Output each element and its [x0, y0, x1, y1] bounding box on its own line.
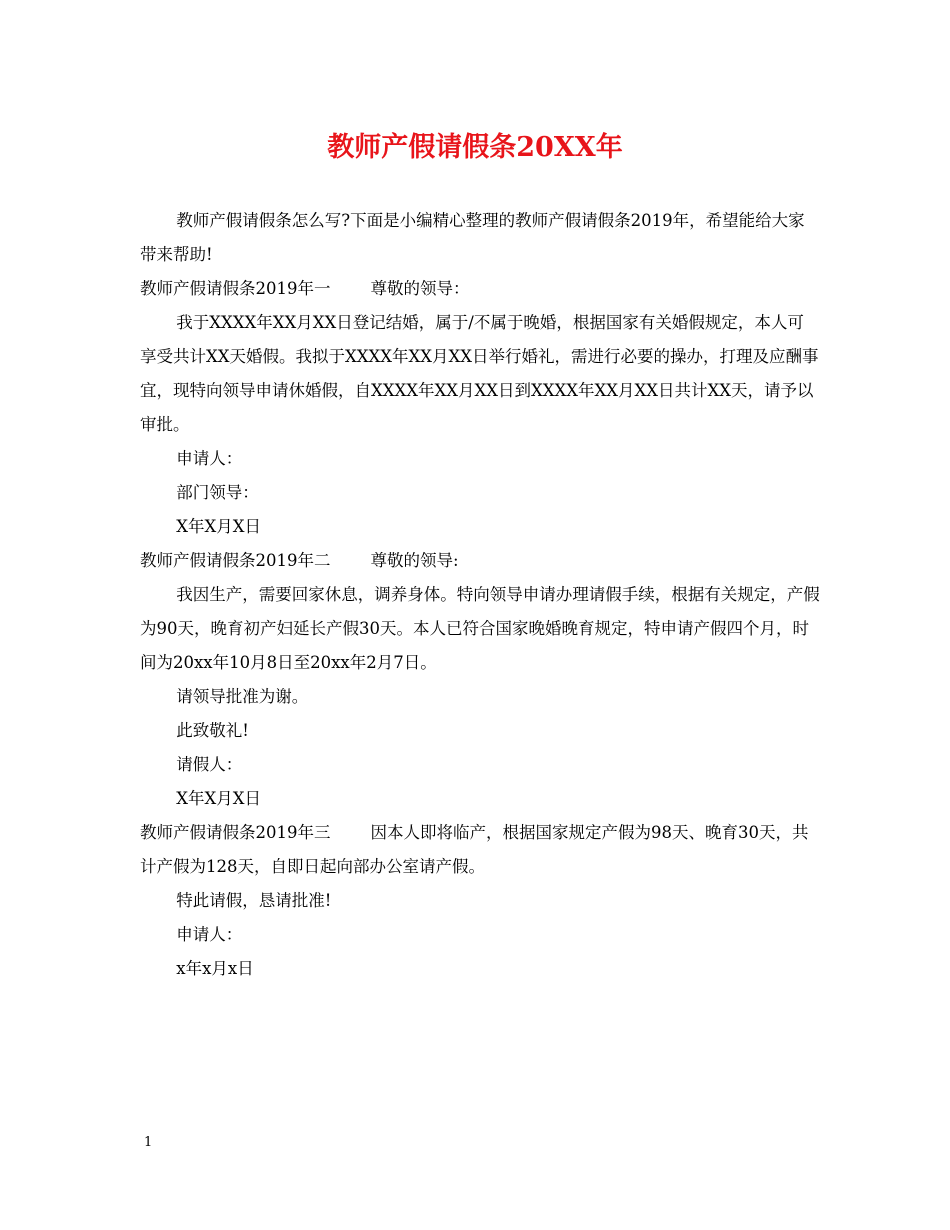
section2-heading: 教师产假请假条2019年二 — [140, 551, 331, 570]
section3-body: 因本人即将临产，根据国家规定产假为98天、晚育30天，共计产假为128天，自即日起向部办公室请产假。 — [140, 823, 809, 876]
section2-salutation: 尊敬的领导: — [370, 551, 459, 570]
document-title: 教师产假请假条20XX年 — [327, 132, 623, 163]
section1-body: 我于XXXX年XX月XX日登记结婚，属于/不属于晚婚，根据国家有关婚假规定，本人可享受共计XX天婚假。我拟于XXXX年XX月XX日举行婚礼，需进行必要的操办，打理及应酬事宜，现特向领导申请休婚假，自XXXX年XX月XX日到XXXX年XX月XX日共计XX天，请予以审批。 — [140, 313, 819, 434]
section3-closing: 特此请假，恳请批准! — [176, 891, 332, 910]
section3-applicant: 申请人： — [176, 925, 243, 944]
section2-request: 请领导批准为谢。 — [176, 687, 309, 706]
section1-applicant: 申请人： — [176, 449, 243, 468]
section2-applicant: 请假人： — [176, 755, 243, 774]
document-body — [140, 204, 820, 986]
section2-date: X年X月X日 — [176, 789, 262, 808]
section1-date: X年X月X日 — [176, 517, 262, 536]
page-number: 1 — [144, 1135, 153, 1150]
section1-salutation: 尊敬的领导： — [370, 279, 470, 298]
section2-heading-line — [140, 544, 820, 578]
section3-heading-paragraph — [140, 816, 820, 884]
section1-heading: 教师产假请假条2019年一 — [140, 279, 331, 298]
section2-body: 我因生产，需要回家休息，调养身体。特向领导申请办理请假手续，根据有关规定，产假为90天，晚育初产妇延长产假30天。本人已符合国家晚婚晚育规定，特申请产假四个月，时间为20xx年10月8日至20xx年2月7日。 — [140, 585, 820, 672]
section3-date: x年x月x日 — [176, 959, 254, 978]
section3-heading: 教师产假请假条2019年三 — [140, 823, 331, 842]
intro-paragraph: 教师产假请假条怎么写?下面是小编精心整理的教师产假请假条2019年，希望能给大家带来帮助! — [140, 211, 805, 264]
section2-regards: 此致敬礼! — [176, 721, 249, 740]
section1-heading-line — [140, 272, 820, 306]
section1-department-leader: 部门领导： — [176, 483, 259, 502]
